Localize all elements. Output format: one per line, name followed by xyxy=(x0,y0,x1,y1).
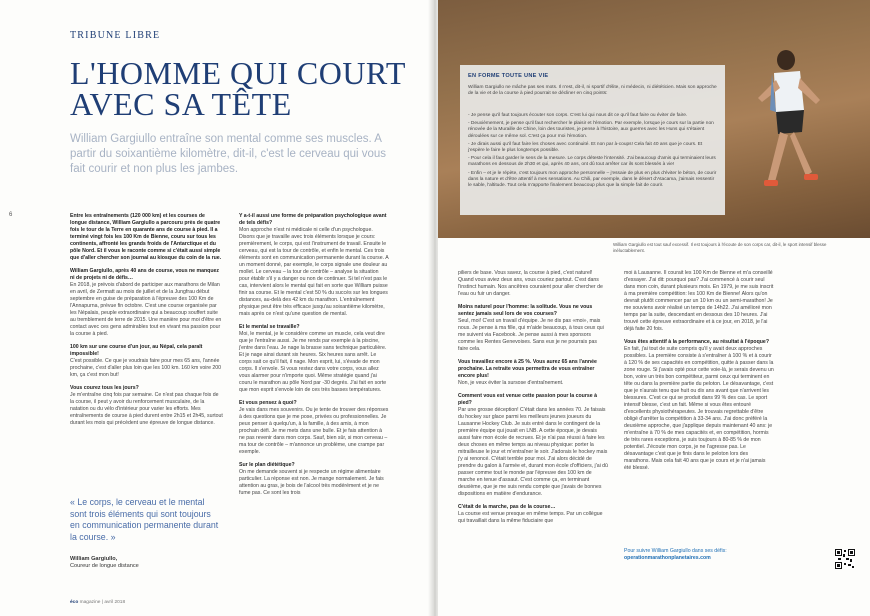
question: Vous êtes attentif à la performance, au résultat à l'époque? xyxy=(624,339,769,345)
promo xyxy=(624,548,727,562)
answer: Seul, moi! C'est un travail d'équipe. Je ne dis pas «moi», mais nous. Je pense à ma fille, qui m'aide beaucoup, à tous ceux qui me suivent via Facebook. Je pense aussi à mes sponsors comme les Rentes Genevoises. Sans eux je ne pourrais pas faire cela. xyxy=(458,318,604,352)
headline-line-1: L'HOMME QUI COURT xyxy=(70,55,406,91)
intro-paragraph: Entre les entraînements (120 000 km) et les courses de longue distance, William Gargiullo a parcouru près de quatre fois le tour de la Terre en quarante ans de course à pied. Il a terminé vingt fois les 100 Km de Bienne, couru sur tous les continents, affronté les grands froids de l'Antarctique et du pôle Nord. Et il vous le raconte comme si c'était aussi simple que d'aller chercher son journal au kiosque du coin de la rue. xyxy=(70,213,222,261)
article-column-1 xyxy=(70,213,223,433)
question: Et le mental se travaille? xyxy=(239,324,300,330)
quote-attribution xyxy=(70,556,139,570)
answer: Moi, le mental, je le considère comme un muscle, cela veut dire que je l'entraîne aussi. Je me rends par exemple à la piscine, j'entre dans l'eau. Je nage la brasse sans technique particulière. Et je nage ainsi durant six heures. Six heures sans arrêt. Le corps sait ce qu'il fait, il nage. Mon esprit, lui, s'évade de mon corps. Il s'envole. Si vous restez dans votre corps, vous allez vous alarmer pour n'importe quoi. Même stratégie quand j'ai couru le marathon au pôle Nord par -30 degrés. J'ai fait en sorte que mon esprit s'envole loin de ces très basses températures. xyxy=(239,331,387,393)
page-footer xyxy=(70,600,125,605)
footer-text: magazine | avril 2018 xyxy=(79,600,126,605)
list-item: - Je dirais aussi qu'il faut faire les choses avec continuité. Et non par à-coups! Cela fait 40 ans que je cours. Et j'espère le faire le plus longtemps possible. xyxy=(468,141,703,154)
question: C'était de la marche, pas de la course… xyxy=(458,504,556,510)
answer: piliers de base. Vous savez, la course à pied, c'est naturel! Quand vous aviez deux ans, vous couriez partout. C'est dans l'instinct humain. Nos ancêtres couraient pour aller chercher de l'eau ou fuir un danger. xyxy=(458,270,603,297)
promo-link[interactable]: operationmarathonplanetaires.com xyxy=(624,555,711,561)
answer: On me demande souvent si je respecte un régime alimentaire particulier. La réponse est non. Je mange normalement. Je fais attention au gras, je bois de l'alcool très modérément et je ne fume pas. Ce sont les trois xyxy=(239,469,384,496)
answer: En fait, j'ai tout de suite compris qu'il y avait deux approches possibles. La première consiste à s'entraîner à 100 % et à courir à 120 % de ses capacités en compétition, quitte à passer dans la zone rouge. Si j'avais opté pour cette voie-là, je serais devenu un bon, voire un très bon compétiteur, parmi ceux qui terminent en tête ou dans la première partie du peloton. Le désavantage, c'est que je n'aurais tenu que huit ou dix ans avant que n'arrivent les blessures. C'est ce qui se produit dans 99 % des cas. Le sport intensif blesse, c'est un fait. Même si vous êtes entouré d'excellents physiothérapeutes. Je trouvais regrettable d'être obligé d'arrêter la compétition à 33-34 ans. J'ai donc préféré la deuxième approche, que j'applique depuis maintenant 40 ans: je m'entraîne à 70 % de mes capacités et, en compétition, hormis de très rares exceptions, je suis toujours à 80-85 % de mon potentiel. J'écoute mon corps, je ne l'agresse pas. Le désavantage c'est que je finis dans le peloton lors des marathons. Mais cela fait 40 ans que je cours et je n'ai jamais été blessé. xyxy=(624,346,774,471)
list-item: - Deuxièmement, je pense qu'il faut rechercher le plaisir et l'émotion. Par exemple, lorsque je cours sur la partie non rénovée de la Muraille de Chine, loin des touristes, je pense à l'histoire, aux guerres avec les Huns qui s'étaient déroulées sur ce même sol. C'est ça pour moi l'émotion. xyxy=(468,121,714,139)
article-column-4 xyxy=(624,270,774,478)
pull-quote: « Le corps, le cerveau et le mental sont trois éléments qui sont toujours en communication permanente durant la course. » xyxy=(70,497,219,542)
sidebar-intro: William Gargiullo ne mâche pas ses mots. Il n'est, dit-il, ni sportif d'élite, ni médecin, ni diététicien. Mais son approche de la vie et de la course à pied pourrait se décliner en cinq points: xyxy=(468,85,717,97)
question: Vous courez tous les jours? xyxy=(70,385,139,391)
runner-photo xyxy=(438,0,870,238)
qr-code-icon[interactable] xyxy=(835,549,855,569)
question: Comment vous est venue cette passion pour la course à pied? xyxy=(458,393,597,406)
answer: C'est possible. Ce que je voudrais faire pour mes 65 ans, l'année prochaine, c'est d'aller plus loin que les 100 km. 160 km voire 200 km, ça c'est mon but! xyxy=(70,358,222,378)
quote-author-title: Coureur de longue distance xyxy=(70,563,139,569)
right-page xyxy=(438,0,870,616)
list-item: - Enfin – et je le répète, c'est toujours mon approche personnelle – j'essaie de plus en plus d'éviter le béton, de courir dans la nature et d'être attentif à mes sensations. Au Chili, par exemple, dans le désert d'Atacama, j'aimais ressentir le sable, l'altitude. Tout cela m'apporte finalement beaucoup plus que la simple fait de courir. xyxy=(468,170,717,189)
question: Et vous pensez à quoi? xyxy=(239,400,297,406)
quote-author-name: William Gargiullo, xyxy=(70,556,118,562)
question: 100 km sur une course d'un jour, au Népal, cela paraît impossible! xyxy=(70,344,203,357)
answer: Par une grosse déception! C'était dans les années 70. Je faisais du hockey sur glace parmi les meilleurs jeunes joueurs du Lausanne Hockey Club. Je suis entré dans le contingent de la première équipe qui jouait en LNB. A cette époque, je devais aussi faire mon école de recrues. Et je n'ai pas réussi à faire les deux choses en même temps au niveau physique: porter la mitrailleuse le jour et m'entraîner le soir. J'adorais le hockey mais j'y ai renoncé. C'était terrible pour moi. J'ai alors décidé de prendre du galon à l'armée et, durant mon école d'officiers, j'ai dû passer comme tout le monde par l'épreuve des 100 km de marche en tenue d'assaut. C'est comme ça, en terminant deuxième, que je me suis rendu compte que j'avais de bonnes dispositions en matière d'endurance. xyxy=(458,407,608,497)
headline xyxy=(70,55,420,122)
answer: moi à Lausanne. Il courait les 100 Km de Bienne et m'a conseillé d'essayer. J'ai dit: pourquoi pas? J'ai commencé à courir seul dans mon coin, durant plusieurs mois. En 1979, je me suis inscrit à ma première compétition: les 100 Km de Bienne! Alors qu'on devrait plutôt commencer par un 10 km ou un semi-marathon! Je me souviens avoir réalisé un temps de 14h22. J'ai amélioré mon temps par la suite, descendant en dessous des 10 heures. J'ai trouvé cette épreuve extraordinaire et à ce jour, en 2018, je l'ai déjà faite 20 fois. xyxy=(624,270,774,332)
question: Y a-t-il aussi une forme de préparation psychologique avant de tels défis? xyxy=(239,213,387,226)
article-column-3 xyxy=(458,270,608,531)
page-number: 6 xyxy=(9,212,13,218)
answer: Mon approche n'est ni médicale ni celle d'un psychologue. Disons que je travaille avec trois éléments lorsque je cours: premièrement, le corps, qui est l'instrument de travail. Ensuite le cerveau, qui est la tour de contrôle, et enfin le mental. Ces trois éléments sont en communication permanente durant la course. A un moment donné, par exemple, le corps signale une douleur au mollet. Le cerveau – la tour de contrôle – analyse la situation pour établir s'il y a danger ou non de continuer. Si tel n'est pas le cas, intervient alors le mental qui fait en sorte que William puisse finir sa course. Et le mental c'est 50 % du succès sur les longues distances, au-delà des 42 km du marathon. L'entraînement physique peut être très efficace jusqu'au soixantième kilomètre, mais après ce n'est qu'une question de mental. xyxy=(239,227,389,317)
headline-line-2: AVEC SA TÊTE xyxy=(70,86,292,122)
list-item: - Pour cela il faut garder le sens de la mesure. Le corps déteste l'intensité. J'ai beaucoup d'amis qui terminaient leurs marathons en dessous de 2h30 et qui, après 40 ans, ont dû tout arrêter car ils sont blessés à vie! xyxy=(468,156,716,168)
runner-figure xyxy=(728,40,838,230)
question: William Gargiullo, après 40 ans de course, vous ne manquez ni de projets ni de défis… xyxy=(70,268,219,281)
promo-label: Pour suivre William Gargiullo dans ses défis: xyxy=(624,548,727,554)
photo-caption: William Gargiullo est tout sauf excessif. Il est toujours à l'écoute de son corps car, dit-il, le sport intensif blesse inéluctablement. xyxy=(613,242,827,253)
sidebar-box xyxy=(460,65,725,215)
left-page xyxy=(0,0,432,616)
answer: Je m'entraîne cinq fois par semaine. Ce n'est pas chaque fois de la course, il peut y avoir du renforcement musculaire, de la natation ou du vélo d'intérieur pour varier les efforts. Mes entraînements de course à pied durent entre 2h15 et 2h45, surtout durant les mois qui précèdent une épreuve de longue distance. xyxy=(70,392,223,426)
article-column-2 xyxy=(239,213,389,503)
question: Sur le plan diététique? xyxy=(239,462,295,468)
section-label: TRIBUNE LIBRE xyxy=(70,30,161,41)
list-item: - Je pense qu'il faut toujours écouter son corps. C'est lui qui nous dit ce qu'il faut faire ou éviter de faire. xyxy=(468,113,688,118)
standfirst: William Gargiullo entraîne son mental comme ses muscles. A partir du soixantième kilomètre, dit-il, c'est le cerveau qui vous fait courir et non plus les jambes. xyxy=(70,133,387,175)
sidebar-title: EN FORME TOUTE UNE VIE xyxy=(468,73,549,79)
question: Moins naturel pour l'homme: la solitude. Vous ne vous sentez jamais seul lors de vos courses? xyxy=(458,304,593,317)
question: Vous travaillez encore à 25 %. Vous aurez 65 ans l'année prochaine. La retraite vous permettra de vous entraîner encore plus! xyxy=(458,359,597,379)
sidebar-list xyxy=(468,113,718,191)
answer: Non, je veux éviter la sursose d'entraînement. xyxy=(458,380,564,386)
answer: En 2018, je prévois d'abord de participer aux marathons de Milan en avril, de Zermatt au mois de juillet et de la Jungfrau début septembre en guise de préparation à l'épreuve des 100 Km de l'Annapurna, prévue fin octobre. C'est une course organisée par les Népalais, peuple extraordinaire qui a beaucoup souffert suite au tremblement de terre de 2015. Une manière pour moi d'être en contact avec ces gens admirables tout en vivant ma passion pour la course à pied. xyxy=(70,282,222,337)
answer: Je vais dans mes souvenirs. Ou je tente de trouver des réponses à des questions que je me pose, privées ou professionnelles. Je peux penser à quelqu'un, à la famille, à des amis, à mon prochain défi. Je me mets dans une bulle. Et je fais attention à ne pas revenir dans mon corps. Sauf, bien sûr, si mon cerveau – ma tour de contrôle – m'annonce un problème, une crampe par exemple. xyxy=(239,407,389,455)
footer-brand: éco xyxy=(70,600,79,605)
answer: La course est venue presque en même temps. Par un collègue qui travaillait dans la même fiduciaire que xyxy=(458,511,603,524)
